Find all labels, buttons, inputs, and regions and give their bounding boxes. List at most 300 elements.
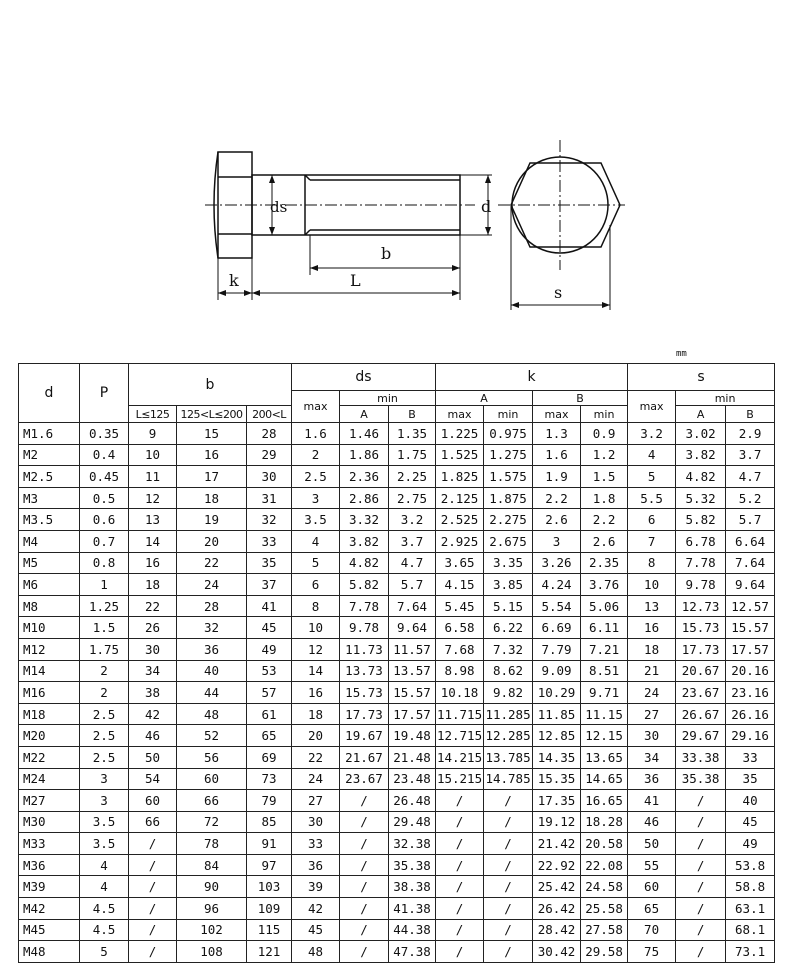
table-cell: 17.57 [389, 703, 436, 725]
table-cell: 97 [247, 854, 292, 876]
table-cell: 20.58 [581, 833, 628, 855]
table-cell: 1.25 [80, 595, 129, 617]
table-cell: 11.57 [389, 638, 436, 660]
table-cell: 0.45 [80, 466, 129, 488]
table-cell: M45 [19, 919, 80, 941]
table-cell: 2.275 [484, 509, 533, 531]
table-row [19, 811, 775, 833]
table-cell: M24 [19, 768, 80, 790]
table-cell: 109 [247, 898, 292, 920]
table-cell: 55 [628, 854, 676, 876]
table-row [19, 638, 775, 660]
table-cell: 63.1 [726, 898, 775, 920]
table-cell: 13.73 [340, 660, 389, 682]
table-cell: 26.67 [676, 703, 726, 725]
label-k: k [229, 271, 239, 290]
table-cell: 11.715 [436, 703, 484, 725]
table-cell: 1.86 [340, 444, 389, 466]
table-row [19, 530, 775, 552]
table-cell: 21.42 [533, 833, 581, 855]
table-cell: 6 [628, 509, 676, 531]
table-cell: M4 [19, 530, 80, 552]
table-cell: 1.2 [581, 444, 628, 466]
table-cell: 2.9 [726, 423, 775, 445]
table-cell: 4.82 [340, 552, 389, 574]
table-cell: M10 [19, 617, 80, 639]
table-cell: 15.73 [676, 617, 726, 639]
table-cell: M6 [19, 574, 80, 596]
table-cell: 78 [177, 833, 247, 855]
table-cell: 44 [177, 682, 247, 704]
table-cell: 14.35 [533, 746, 581, 768]
table-cell: / [484, 854, 533, 876]
table-cell: 33.38 [676, 746, 726, 768]
table-cell: 4 [80, 876, 129, 898]
table-cell: 32 [177, 617, 247, 639]
table-cell: 12.73 [676, 595, 726, 617]
table-cell: 10.18 [436, 682, 484, 704]
table-cell: 30 [628, 725, 676, 747]
table-cell: 4.5 [80, 898, 129, 920]
table-cell: 103 [247, 876, 292, 898]
table-cell: 5.45 [436, 595, 484, 617]
table-cell: 3.26 [533, 552, 581, 574]
table-cell: 29.58 [581, 941, 628, 963]
table-row [19, 790, 775, 812]
table-cell: 0.6 [80, 509, 129, 531]
bolt-drawing [0, 0, 790, 340]
table-cell: 45 [247, 617, 292, 639]
table-row [19, 746, 775, 768]
header-k: k [436, 364, 628, 391]
table-cell: 26 [129, 617, 177, 639]
table-cell: 6.69 [533, 617, 581, 639]
table-cell: 45 [726, 811, 775, 833]
table-cell: 28 [177, 595, 247, 617]
table-cell: 3 [533, 530, 581, 552]
table-cell: 121 [247, 941, 292, 963]
table-cell: 6.64 [726, 530, 775, 552]
table-cell: 40 [726, 790, 775, 812]
table-cell: 73.1 [726, 941, 775, 963]
table-cell: / [676, 790, 726, 812]
table-cell: 1.3 [533, 423, 581, 445]
table-cell: 11.285 [484, 703, 533, 725]
table-cell: 3.76 [581, 574, 628, 596]
table-cell: M16 [19, 682, 80, 704]
table-cell: / [129, 876, 177, 898]
header-k-grade-b: B [533, 391, 628, 406]
header-s-min: min [676, 391, 775, 406]
table-cell: / [340, 919, 389, 941]
table-cell: / [129, 833, 177, 855]
table-cell: 2.2 [533, 487, 581, 509]
table-cell: 14.215 [436, 746, 484, 768]
table-cell: M18 [19, 703, 80, 725]
table-cell: 6.11 [581, 617, 628, 639]
table-cell: 1 [80, 574, 129, 596]
table-cell: 20 [177, 530, 247, 552]
table-cell: 23.16 [726, 682, 775, 704]
table-cell: 15.57 [726, 617, 775, 639]
table-cell: / [340, 811, 389, 833]
table-cell: 22 [177, 552, 247, 574]
table-cell: 4.24 [533, 574, 581, 596]
table-cell: 10.29 [533, 682, 581, 704]
table-cell: 5 [80, 941, 129, 963]
table-row [19, 423, 775, 445]
table-cell: 79 [247, 790, 292, 812]
table-cell: 17.73 [676, 638, 726, 660]
table-cell: 72 [177, 811, 247, 833]
table-cell: 33 [247, 530, 292, 552]
table-cell: 6.78 [676, 530, 726, 552]
table-cell: 19 [177, 509, 247, 531]
table-cell: 1.225 [436, 423, 484, 445]
table-cell: 9.78 [676, 574, 726, 596]
table-cell: 2 [80, 660, 129, 682]
table-cell: 3.32 [340, 509, 389, 531]
table-cell: 33 [292, 833, 340, 855]
table-cell: 56 [177, 746, 247, 768]
table-cell: 6 [292, 574, 340, 596]
bolt-dimension-table [18, 363, 775, 963]
table-cell: / [484, 811, 533, 833]
table-cell: 2 [292, 444, 340, 466]
table-cell: 11.73 [340, 638, 389, 660]
table-cell: / [340, 854, 389, 876]
table-cell: 3.7 [389, 530, 436, 552]
table-cell: 17.35 [533, 790, 581, 812]
table-cell: 17.73 [340, 703, 389, 725]
table-cell: 36 [177, 638, 247, 660]
table-cell: 48 [177, 703, 247, 725]
table-row [19, 725, 775, 747]
table-cell: 108 [177, 941, 247, 963]
table-cell: 12.715 [436, 725, 484, 747]
table-cell: / [436, 811, 484, 833]
table-cell: 35.38 [389, 854, 436, 876]
table-cell: 73 [247, 768, 292, 790]
table-cell: 22.92 [533, 854, 581, 876]
header-k-b-min: min [581, 406, 628, 423]
table-cell: 24.58 [581, 876, 628, 898]
table-cell: 26.16 [726, 703, 775, 725]
table-cell: 30 [292, 811, 340, 833]
table-row [19, 898, 775, 920]
table-cell: 29.16 [726, 725, 775, 747]
table-cell: 16 [129, 552, 177, 574]
table-cell: / [436, 941, 484, 963]
table-cell: 4.15 [436, 574, 484, 596]
table-cell: 84 [177, 854, 247, 876]
table-row [19, 487, 775, 509]
table-cell: 18 [292, 703, 340, 725]
table-cell: 13 [628, 595, 676, 617]
table-cell: 69 [247, 746, 292, 768]
table-cell: 42 [292, 898, 340, 920]
table-cell: 3.35 [484, 552, 533, 574]
table-cell: 18 [177, 487, 247, 509]
table-cell: 13.785 [484, 746, 533, 768]
table-cell: 0.7 [80, 530, 129, 552]
table-cell: 54 [129, 768, 177, 790]
header-b-range-3: 200<L [247, 406, 292, 423]
table-cell: 11 [129, 466, 177, 488]
table-cell: 27 [628, 703, 676, 725]
table-cell: 15 [177, 423, 247, 445]
table-row [19, 919, 775, 941]
table-cell: 3.82 [340, 530, 389, 552]
table-cell: M5 [19, 552, 80, 574]
table-cell: 0.9 [581, 423, 628, 445]
table-cell: / [484, 898, 533, 920]
table-cell: 1.875 [484, 487, 533, 509]
table-cell: 32 [247, 509, 292, 531]
table-cell: 33 [726, 746, 775, 768]
table-cell: 102 [177, 919, 247, 941]
table-cell: 3.5 [80, 811, 129, 833]
table-cell: 25.42 [533, 876, 581, 898]
table-cell: 3.82 [676, 444, 726, 466]
table-cell: 2.5 [80, 725, 129, 747]
table-cell: 48 [292, 941, 340, 963]
table-cell: 10 [292, 617, 340, 639]
table-cell: 2.925 [436, 530, 484, 552]
table-cell: 41.38 [389, 898, 436, 920]
table-cell: 14 [292, 660, 340, 682]
table-cell: 5.5 [628, 487, 676, 509]
table-cell: 4 [292, 530, 340, 552]
table-cell: 1.75 [389, 444, 436, 466]
table-cell: 17 [177, 466, 247, 488]
table-cell: 16.65 [581, 790, 628, 812]
table-cell: 115 [247, 919, 292, 941]
table-cell: 16 [628, 617, 676, 639]
table-row [19, 941, 775, 963]
table-cell: M30 [19, 811, 80, 833]
header-b-range-2: 125<L≤200 [177, 406, 247, 423]
table-cell: 36 [292, 854, 340, 876]
table-cell: 4.7 [726, 466, 775, 488]
table-cell: 0.975 [484, 423, 533, 445]
table-cell: 7.64 [389, 595, 436, 617]
header-s: s [628, 364, 775, 391]
table-cell: 28.42 [533, 919, 581, 941]
table-cell: M2.5 [19, 466, 80, 488]
table-row [19, 595, 775, 617]
table-cell: 47.38 [389, 941, 436, 963]
table-cell: 15.73 [340, 682, 389, 704]
table-row [19, 682, 775, 704]
table-cell: 2.5 [80, 746, 129, 768]
table-cell: 7.78 [340, 595, 389, 617]
table-cell: 16 [292, 682, 340, 704]
table-cell: 41 [247, 595, 292, 617]
table-cell: 1.6 [533, 444, 581, 466]
table-cell: 5.06 [581, 595, 628, 617]
header-ds-min-b: B [389, 406, 436, 423]
table-cell: 35 [247, 552, 292, 574]
table-cell: M27 [19, 790, 80, 812]
table-cell: / [340, 876, 389, 898]
table-cell: 65 [247, 725, 292, 747]
table-cell: 34 [129, 660, 177, 682]
table-cell: 60 [129, 790, 177, 812]
table-cell: 20.67 [676, 660, 726, 682]
table-row [19, 876, 775, 898]
table-cell: M12 [19, 638, 80, 660]
table-cell: 1.8 [581, 487, 628, 509]
table-cell: M22 [19, 746, 80, 768]
table-cell: 6.22 [484, 617, 533, 639]
table-cell: 28 [247, 423, 292, 445]
table-cell: 1.275 [484, 444, 533, 466]
label-ds: ds [270, 198, 288, 216]
table-cell: 8.98 [436, 660, 484, 682]
table-cell: / [676, 876, 726, 898]
table-cell: 10 [129, 444, 177, 466]
table-cell: / [340, 790, 389, 812]
table-cell: 3.2 [628, 423, 676, 445]
table-cell: 9.64 [726, 574, 775, 596]
table-cell: 96 [177, 898, 247, 920]
table-cell: 50 [129, 746, 177, 768]
header-ds-min: min [340, 391, 436, 406]
table-cell: 29.48 [389, 811, 436, 833]
table-cell: 17.57 [726, 638, 775, 660]
header-s-min-a: A [676, 406, 726, 423]
table-cell: / [436, 833, 484, 855]
table-cell: 75 [628, 941, 676, 963]
table-cell: 53.8 [726, 854, 775, 876]
table-cell: 1.9 [533, 466, 581, 488]
table-cell: 2.86 [340, 487, 389, 509]
table-cell: 1.5 [581, 466, 628, 488]
table-cell: 19.48 [389, 725, 436, 747]
table-cell: 29 [247, 444, 292, 466]
table-cell: 4.5 [80, 919, 129, 941]
table-cell: 85 [247, 811, 292, 833]
table-cell: 29.67 [676, 725, 726, 747]
table-cell: 20 [292, 725, 340, 747]
table-cell: 7.32 [484, 638, 533, 660]
header-b: b [129, 364, 292, 406]
table-cell: 66 [177, 790, 247, 812]
table-cell: 3.7 [726, 444, 775, 466]
header-k-a-max: max [436, 406, 484, 423]
table-row [19, 854, 775, 876]
table-cell: 2.75 [389, 487, 436, 509]
table-cell: / [340, 898, 389, 920]
table-cell: 90 [177, 876, 247, 898]
table-cell: 26.48 [389, 790, 436, 812]
table-cell: 15.57 [389, 682, 436, 704]
table-cell: 15.35 [533, 768, 581, 790]
table-cell: 91 [247, 833, 292, 855]
table-cell: 1.6 [292, 423, 340, 445]
table-cell: 4 [80, 854, 129, 876]
table-cell: 3 [292, 487, 340, 509]
table-cell: 14.785 [484, 768, 533, 790]
table-cell: 1.525 [436, 444, 484, 466]
table-cell: 46 [628, 811, 676, 833]
table-cell: 9.64 [389, 617, 436, 639]
header-p: P [80, 364, 129, 423]
table-cell: 5.54 [533, 595, 581, 617]
label-L: L [350, 271, 361, 290]
table-cell: / [129, 854, 177, 876]
table-cell: / [484, 919, 533, 941]
table-cell: / [484, 876, 533, 898]
table-cell: 7.79 [533, 638, 581, 660]
table-cell: 9.09 [533, 660, 581, 682]
table-cell: 6.58 [436, 617, 484, 639]
table-cell: 7.21 [581, 638, 628, 660]
table-cell: 9 [129, 423, 177, 445]
table-cell: 35 [726, 768, 775, 790]
table-cell: 18 [129, 574, 177, 596]
table-cell: 42 [129, 703, 177, 725]
table-cell: 2.25 [389, 466, 436, 488]
table-cell: / [676, 941, 726, 963]
table-cell: M2 [19, 444, 80, 466]
table-cell: 3.85 [484, 574, 533, 596]
table-cell: 2.35 [581, 552, 628, 574]
table-cell: 49 [247, 638, 292, 660]
table-row [19, 617, 775, 639]
table-cell: 2 [80, 682, 129, 704]
table-cell: 2.5 [80, 703, 129, 725]
table-cell: / [676, 811, 726, 833]
table-cell: 31 [247, 487, 292, 509]
table-cell: 30 [129, 638, 177, 660]
header-k-b-max: max [533, 406, 581, 423]
table-cell: 26.42 [533, 898, 581, 920]
header-k-grade-a: A [436, 391, 533, 406]
table-cell: 2.125 [436, 487, 484, 509]
table-cell: 53 [247, 660, 292, 682]
table-cell: 27 [292, 790, 340, 812]
table-cell: / [676, 919, 726, 941]
table-cell: 13.57 [389, 660, 436, 682]
table-row [19, 444, 775, 466]
table-cell: / [129, 919, 177, 941]
table-cell: 5.82 [340, 574, 389, 596]
table-cell: M33 [19, 833, 80, 855]
header-s-min-b: B [726, 406, 775, 423]
table-cell: 30 [247, 466, 292, 488]
header-ds-max: max [292, 391, 340, 423]
table-cell: 46 [129, 725, 177, 747]
table-cell: 5.32 [676, 487, 726, 509]
table-cell: 3.65 [436, 552, 484, 574]
label-s: s [554, 283, 563, 302]
table-cell: 22 [292, 746, 340, 768]
table-cell: 13.65 [581, 746, 628, 768]
table-cell: / [436, 790, 484, 812]
unit-label: mm [676, 349, 687, 359]
table-cell: 58.8 [726, 876, 775, 898]
table-cell: / [484, 833, 533, 855]
table-cell: 22 [129, 595, 177, 617]
table-cell: 8 [292, 595, 340, 617]
table-cell: 2.2 [581, 509, 628, 531]
table-cell: 10 [628, 574, 676, 596]
table-row [19, 703, 775, 725]
table-cell: 23.48 [389, 768, 436, 790]
table-cell: 21.48 [389, 746, 436, 768]
